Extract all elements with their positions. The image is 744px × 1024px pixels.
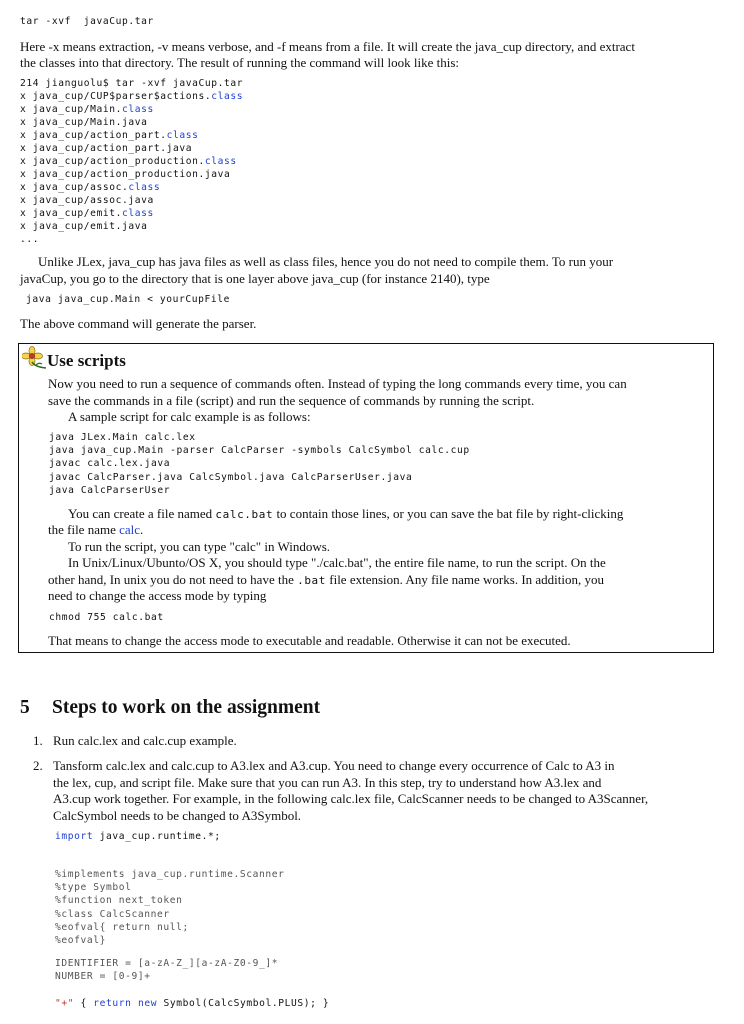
listing-line: x java_cup/action_part.class: [20, 130, 199, 141]
listing-line: x java_cup/emit.java: [20, 221, 148, 232]
unlike-line-1: Unlike JLex, java_cup has java files as well as class files, hence you do not need to compile them. To run your: [38, 254, 614, 269]
listing-line: x java_cup/action_part.java: [20, 143, 193, 154]
code-line: %class CalcScanner: [55, 908, 170, 920]
code-directives: [55, 869, 285, 948]
listing-line: x java_cup/CUP$parser$actions.class: [20, 91, 244, 102]
script-line: java JLex.Main calc.lex: [49, 432, 196, 443]
above-paragraph: The above command will generate the parser.: [20, 316, 257, 331]
item-2-line-2: the lex, cup, and script file. Make sure that you can run A3. In this step, try to understand how A3.lex and: [53, 775, 602, 790]
item-2-line-4: CalcSymbol needs to be changed to A3Symbol.: [53, 808, 302, 823]
box-p3-line-1: You can create a file named calc.bat to contain those lines, or you can save the bat file by right-clicking: [68, 506, 624, 521]
listing-line: x java_cup/action_production.class: [20, 156, 237, 167]
item-2-line-3: A3.cup work together. For example, in the following calc.lex file, CalcScanner needs to be changed to A3Scanner,: [53, 791, 649, 806]
unlike-line-2: javaCup, you go to the directory that is one layer above java_cup (for instance 2140), type: [20, 271, 490, 286]
flower-icon: [22, 346, 48, 370]
code-line: %eofval}: [55, 934, 107, 946]
box-title: Use scripts: [47, 351, 126, 370]
box-p1-line-2: save the commands in a file (script) and run the sequence of commands by running the script.: [48, 393, 535, 408]
box-p5-line-1: In Unix/Linux/Ubunto/OS X, you should type "./calc.bat", the entire file name, to run the script. On the: [68, 555, 606, 570]
listing-line: x java_cup/assoc.class: [20, 182, 161, 193]
item-1-text: Run calc.lex and calc.cup example.: [53, 733, 237, 748]
item-2-number: 2.: [33, 758, 43, 773]
listing-line: x java_cup/Main.class: [20, 104, 154, 115]
box-p2: A sample script for calc example is as follows:: [68, 409, 311, 424]
section-title: Steps to work on the assignment: [52, 697, 321, 718]
listing-output: [20, 91, 243, 247]
script-line: javac calc.lex.java: [49, 458, 171, 470]
tar-command: tar -xvf javaCup.tar: [20, 16, 154, 27]
listing-line: x java_cup/emit.class: [20, 208, 154, 219]
box-p5-line-2: other hand, In unix you do not need to have the .bat file extension. Any file name works. In addition, you: [48, 572, 605, 587]
chmod-command: chmod 755 calc.bat: [49, 612, 164, 623]
script-line: java java_cup.Main -parser CalcParser -symbols CalcSymbol calc.cup: [49, 445, 470, 457]
code-line: %type Symbol: [55, 882, 132, 894]
code-import: import java_cup.runtime.*;: [55, 831, 221, 842]
listing-ellipsis: ...: [20, 234, 40, 245]
code-line: NUMBER = [0-9]+: [55, 971, 151, 983]
code-rule: "+" { return new Symbol(CalcSymbol.PLUS); }: [55, 998, 330, 1009]
intro-line-2: the classes into that directory. The result of running the command will look like this:: [20, 55, 460, 70]
section-number: 5: [20, 697, 30, 718]
listing-line: x java_cup/action_production.java: [20, 169, 231, 180]
box-p1-line-1: Now you need to run a sequence of commands often. Instead of typing the long commands every time, you can: [48, 376, 627, 391]
intro-line-1: Here -x means extraction, -v means verbose, and -f means from a file. It will create the java_cup directory, and extract: [20, 39, 635, 54]
code-line: %eofval{ return null;: [55, 921, 189, 933]
script-line: java CalcParserUser: [49, 484, 171, 496]
box-p5-line-3: need to change the access mode by typing: [48, 588, 267, 603]
box-p6: That means to change the access mode to executable and readable. Otherwise it can not be executed.: [48, 633, 571, 648]
calc-link[interactable]: calc: [119, 522, 141, 537]
listing-prompt: 214 jianguolu$ tar -xvf javaCup.tar: [20, 78, 244, 89]
code-line: %implements java_cup.runtime.Scanner: [55, 869, 285, 880]
script-block: [49, 432, 470, 498]
item-1-number: 1.: [33, 733, 43, 748]
script-line: javac CalcParser.java CalcSymbol.java CalcParserUser.java: [49, 471, 413, 483]
listing-line: x java_cup/Main.java: [20, 117, 148, 128]
code-macros: [55, 958, 278, 984]
item-2-line-1: Tansform calc.lex and calc.cup to A3.lex and A3.cup. You need to change every occurrence of Calc to A3 in: [53, 758, 615, 773]
box-p3-line-2: the file name calc.: [48, 522, 144, 537]
run-command: java java_cup.Main < yourCupFile: [26, 294, 231, 305]
listing-line: x java_cup/assoc.java: [20, 195, 154, 206]
code-line: %function next_token: [55, 895, 183, 907]
box-p4: To run the script, you can type "calc" in Windows.: [68, 539, 331, 554]
code-line: IDENTIFIER = [a-zA-Z_][a-zA-Z0-9_]*: [55, 958, 279, 969]
